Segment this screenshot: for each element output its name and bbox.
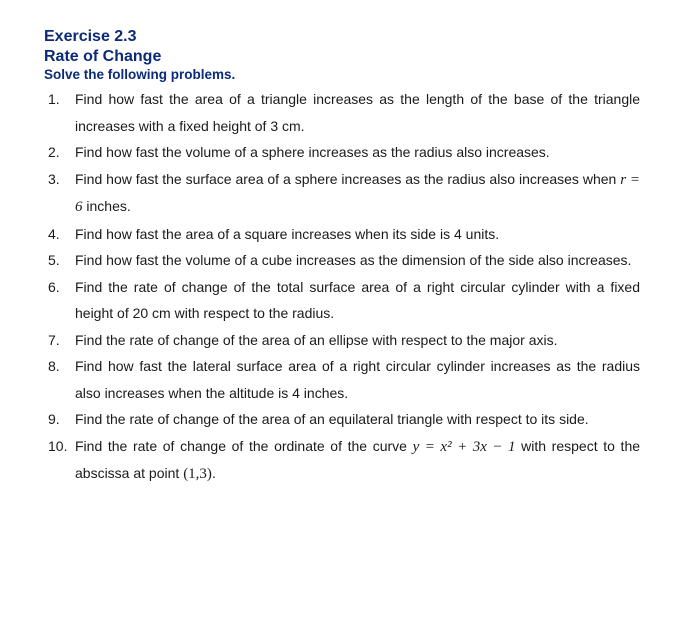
- problem-text-mid: with respect to the abscissa at point: [75, 437, 641, 481]
- problem-9: [48, 406, 640, 433]
- problem-number: 4.: [48, 225, 60, 242]
- problem-number: 7.: [48, 331, 60, 348]
- exercise-title: Exercise 2.3: [44, 28, 137, 45]
- problem-3: [48, 166, 640, 221]
- problem-4: [48, 221, 640, 248]
- problem-2: [48, 139, 640, 166]
- problem-8: [48, 353, 640, 406]
- exercise-subtitle: Rate of Change: [44, 48, 162, 65]
- problem-10: [48, 433, 640, 488]
- problem-number: 6.: [48, 278, 60, 295]
- problem-text: Find the rate of change of the area of an equilateral triangle with respect to its side.: [75, 411, 589, 427]
- problem-number: 10.: [48, 437, 68, 454]
- problem-math: y = x² + 3x − 1: [412, 438, 516, 455]
- problem-text-tail: .: [211, 465, 216, 481]
- problem-text: Find how fast the surface area of a sphere increases as the radius also increases when: [75, 170, 617, 187]
- problem-text: Find how fast the volume of a sphere increases as the radius also increases.: [75, 144, 550, 160]
- problem-1: [48, 86, 640, 139]
- problem-text: Find the rate of change of the total surface area of a right circular cylinder with a fixed height of 20 cm with respect to the radius.: [75, 278, 640, 321]
- problem-5: [48, 247, 640, 274]
- problem-text-tail: inches.: [86, 198, 131, 214]
- problem-7: [48, 327, 640, 354]
- problem-number: 5.: [48, 252, 60, 268]
- problem-6: [48, 274, 640, 327]
- problem-number: 3.: [48, 170, 60, 187]
- problem-number: 9.: [48, 411, 60, 427]
- problem-text: Find how fast the area of a square increases when its side is 4 units.: [75, 225, 500, 242]
- problem-list: [48, 86, 640, 488]
- problem-text: Find how fast the area of a triangle increases as the length of the base of the triangle increases with a fixed height of 3 cm.: [75, 91, 640, 134]
- problem-number: 8.: [48, 358, 60, 374]
- problem-text: Find the rate of change of the ordinate of the curve: [75, 437, 407, 454]
- problem-text: Find how fast the volume of a cube increases as the dimension of the side also increases.: [75, 252, 632, 268]
- problem-point: (1,3): [183, 466, 212, 482]
- problem-number: 1.: [48, 91, 60, 107]
- problem-text: Find the rate of change of the area of an ellipse with respect to the major axis.: [75, 331, 558, 348]
- problem-text: Find how fast the lateral surface area of a right circular cylinder increases as the radius also increases when the altitude is 4 inches.: [75, 358, 640, 401]
- exercise-instructions: Solve the following problems.: [44, 67, 236, 82]
- problem-math: r = 6: [75, 171, 640, 215]
- problem-number: 2.: [48, 144, 60, 160]
